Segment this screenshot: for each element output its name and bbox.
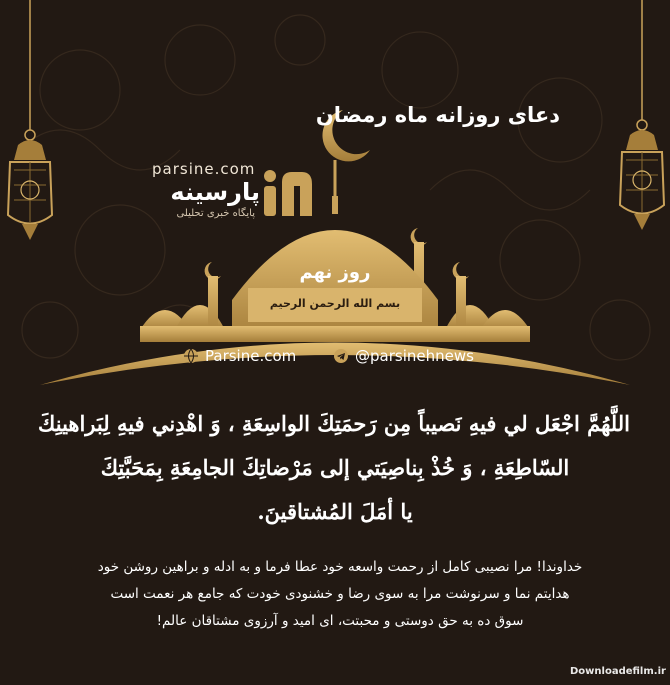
parsine-logo-icon	[258, 162, 318, 222]
arabic-prayer-line: السّاطِعَةِ ، وَ خُذْ بِناصِيَتي إلى مَرْضاتِكَ الجامِعَةِ بِمَحَبَّتِكَ	[100, 455, 570, 480]
brand-name: پارسینه	[170, 178, 260, 206]
persian-translation-line: سوق ده به حق دوستی و محبتت، ای امید و آرزوی مشتاقان عالم!	[156, 613, 524, 629]
brand-tagline: پایگاه خبری تحلیلی	[176, 208, 255, 219]
persian-translation-line: هدایتم نما و سرنوشت مرا به سوی رضا و خشنودی خودت که جامع هر نعمت است	[110, 586, 570, 602]
website-link[interactable]	[183, 345, 296, 367]
telegram-link[interactable]	[333, 345, 474, 367]
arabic-prayer-line: يا أمَلَ المُشتاقينَ.	[257, 499, 413, 524]
persian-translation-line: خداوندا! مرا نصیبی کامل از رحمت واسعه خود عطا فرما و به ادله و براهین روشن خود	[97, 559, 583, 575]
watermark: Downloadefilm.ir	[570, 666, 666, 677]
website-label: Parsine.com	[205, 347, 297, 365]
telegram-label: @parsinehnews	[355, 347, 474, 365]
telegram-icon	[333, 348, 349, 364]
persian-translation	[45, 554, 635, 635]
brand-latin-name: parsine.com	[152, 160, 256, 178]
globe-icon	[183, 348, 199, 364]
arabic-prayer-line: اللَّهُمَّ اجْعَل لي فيهِ نَصيباً مِن رَحمَتِكَ الواسِعَةِ ، وَ اهْدِني فيهِ لِبَراهينِكَ	[38, 411, 630, 436]
page-title: دعای روزانه ماه رمضان	[315, 103, 560, 127]
arabic-prayer	[40, 402, 630, 534]
bismillah-text: بسم الله الرحمن الرحیم	[269, 297, 401, 310]
day-title: روز نهم	[299, 262, 371, 283]
